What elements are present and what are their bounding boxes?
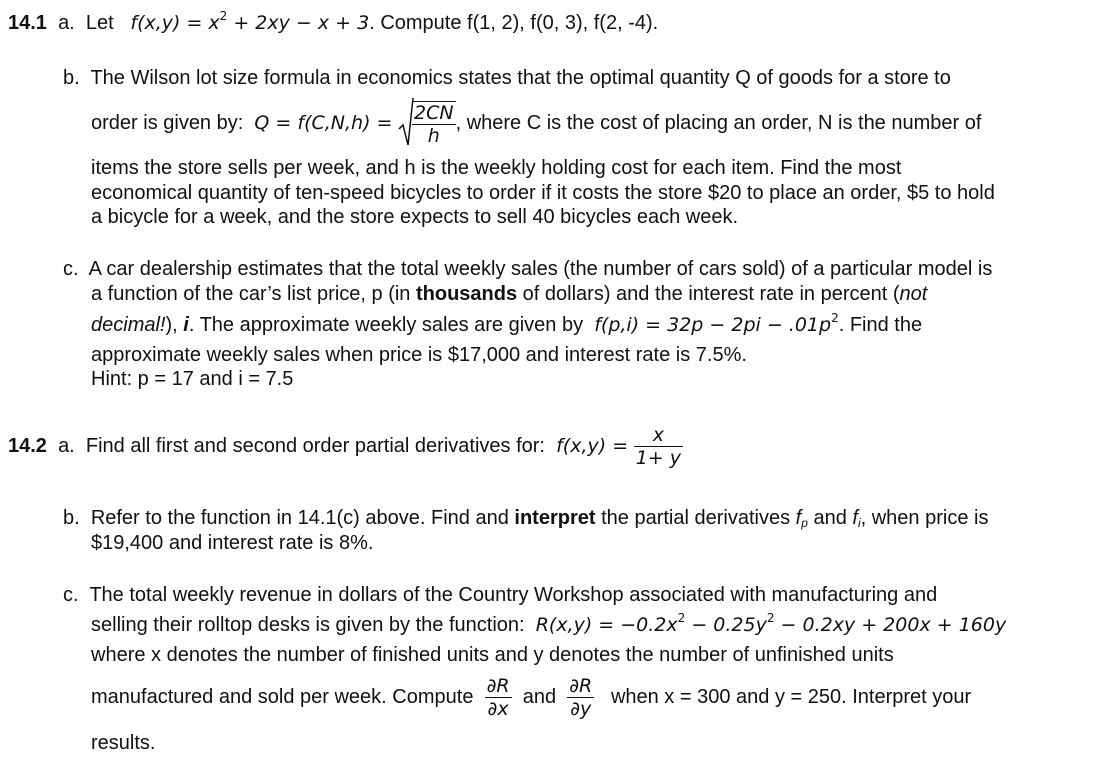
part-label: a. bbox=[58, 435, 75, 457]
problem-14-1-part-b-line3: items the store sells per week, and h is the weekly holding cost for each item. Find the most bbox=[91, 157, 902, 179]
wilson-formula: Q = f(C,N,h) = bbox=[254, 112, 393, 134]
problem-14-1-part-b-line1: b. The Wilson lot size formula in economics states that the optimal quantity Q of goods for a store to bbox=[63, 67, 951, 89]
problem-number: 14.1 bbox=[8, 12, 47, 34]
problem-14-1-part-b-line2: order is given by: Q = f(C,N,h) = $\frac{2CN}{h}$ , where C is the cost of placing an order, N is the number of bbox=[91, 96, 981, 151]
problem-14-2-part-c-line3: where x denotes the number of finished units and y denotes the number of unfinished units bbox=[91, 644, 894, 666]
partial-derivative-x: $\frac{\partial R}{\partial x}$ bbox=[486, 675, 510, 721]
sales-function: $f(p,i) = 32p - 2pi - .01p^2$ bbox=[594, 311, 839, 336]
problem-14-2-part-c-line1: c. The total weekly revenue in dollars of the Country Workshop associated with manufacturing and bbox=[63, 584, 938, 606]
problem-14-1-part-a: 14.1 a. Let $f(x,y) = x^2 + 2xy - x + 3$. Compute f(1, 2), f(0, 3), f(2, -4). bbox=[8, 9, 659, 34]
partial-derivative-y: $\frac{\partial R}{\partial y}$ bbox=[569, 675, 593, 721]
problem-14-1-part-b-line4: economical quantity of ten-speed bicycles to order if it costs the store $20 to place an order, $5 to hold bbox=[91, 182, 995, 204]
part-label: a. bbox=[58, 12, 75, 34]
problem-14-1-part-c-line1: c. A car dealership estimates that the total weekly sales (the number of cars sold) of a particular model is bbox=[63, 258, 993, 280]
problem-14-2-part-a: 14.2 a. Find all first and second order partial derivatives for: f(x,y) = $\frac{x}{1+ y}$ bbox=[8, 424, 681, 470]
fraction: $\frac{x}{1+ y}$ bbox=[635, 424, 681, 470]
problem-number: 14.2 bbox=[8, 435, 47, 457]
problem-14-2-part-c-line5: results. bbox=[91, 732, 156, 754]
square-root: $\frac{2CN}{h}$ bbox=[398, 97, 456, 151]
part-label: c. bbox=[63, 258, 79, 280]
problem-14-1-part-b-line5: a bicycle for a week, and the store expects to sell 40 bicycles each week. bbox=[91, 206, 739, 228]
part-label: b. bbox=[63, 507, 80, 529]
part-label: c. bbox=[63, 584, 79, 606]
problem-14-1-part-c-hint: Hint: p = 17 and i = 7.5 bbox=[91, 368, 294, 390]
problem-14-1-part-c-line4: approximate weekly sales when price is $17,000 and interest rate is 7.5%. bbox=[91, 344, 747, 366]
problem-14-2-part-b-line2: $19,400 and interest rate is 8%. bbox=[91, 532, 374, 554]
problem-14-1-part-c-line2: a function of the car’s list price, p (in thousands of dollars) and the interest rate in percent (not bbox=[91, 283, 928, 305]
part-label: b. bbox=[63, 67, 80, 89]
revenue-function: $R(x,y) = -0.2x^2 - 0.25y^2 - 0.2xy + 200x + 160y$ bbox=[535, 611, 1007, 636]
problem-14-2-part-c-line2: selling their rolltop desks is given by the function: $R(x,y) = -0.2x^2 - 0.25y^2 - 0.2xy + 200x + 160y$ bbox=[91, 611, 1007, 636]
problem-14-1-part-c-line3: decimal!), i. The approximate weekly sales are given by $f(p,i) = 32p - 2pi - .01p^2$. Find the bbox=[91, 311, 923, 336]
function-definition: $f(x,y) = x^2 + 2xy - x + 3$ bbox=[130, 9, 370, 34]
function-definition: f(x,y) = bbox=[556, 435, 629, 457]
problem-14-2-part-c-line4: manufactured and sold per week. Compute $\frac{\partial R}{\partial x}$ and $\frac{\partial R}{\partial y}$ when x = 300 and y = 250. Interpret your bbox=[91, 675, 972, 721]
problem-14-2-part-b-line1: b. Refer to the function in 14.1(c) above. Find and interpret the partial derivatives $f_p$ and $f_i$, when price is bbox=[63, 507, 989, 530]
